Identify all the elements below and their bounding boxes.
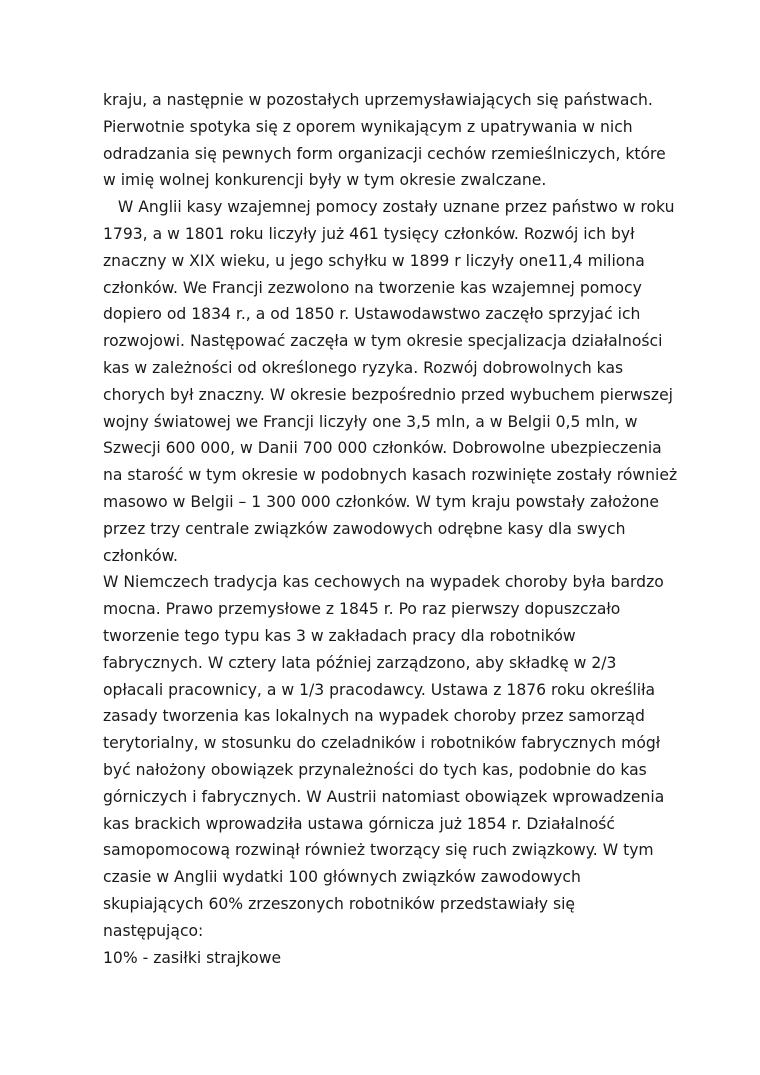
text-line: być nałożony obowiązek przynależności do tych kas, podobnie do kas <box>103 760 647 779</box>
body-text <box>103 87 693 971</box>
text-line: mocna. Prawo przemysłowe z 1845 r. Po raz pierwszy dopuszczało <box>103 600 621 619</box>
text-line: przez trzy centrale związków zawodowych odrębne kasy dla swych <box>103 519 626 538</box>
text-line: masowo w Belgii – 1 300 000 członków. W tym kraju powstały założone <box>103 492 660 511</box>
text-line: członków. We Francji zezwolono na tworzenie kas wzajemnej pomocy <box>103 278 642 297</box>
text-line: terytorialny, w stosunku do czeladników i robotników fabrycznych mógł <box>103 734 661 753</box>
text-line: rozwojowi. Następować zaczęła w tym okresie specjalizacja działalności <box>103 332 663 351</box>
text-line: Pierwotnie spotyka się z oporem wynikającym z upatrywania w nich <box>103 117 633 136</box>
text-line: opłacali pracownicy, a w 1/3 pracodawcy. Ustawa z 1876 roku określiła <box>103 680 656 699</box>
text-line: na starość w tym okresie w podobnych kasach rozwinięte zostały również <box>103 466 678 485</box>
text-line: kraju, a następnie w pozostałych uprzemysławiających się państwach. <box>103 91 653 109</box>
text-line: członków. <box>103 546 178 565</box>
text-line: znaczny w XIX wieku, u jego schyłku w 1899 r liczyły one11,4 miliona <box>103 251 645 270</box>
text-line: zasady tworzenia kas lokalnych na wypadek choroby przez samorząd <box>103 707 645 726</box>
text-line: Szwecji 600 000, w Danii 700 000 członków. Dobrowolne ubezpieczenia <box>103 439 662 458</box>
text-line: górniczych i fabrycznych. W Austrii natomiast obowiązek wprowadzenia <box>103 787 665 806</box>
text-line: fabrycznych. W cztery lata później zarządzono, aby składkę w 2/3 <box>103 653 617 672</box>
text-line: kas brackich wprowadziła ustawa górnicza już 1854 r. Działalność <box>103 814 615 833</box>
text-line: następująco: <box>103 921 204 940</box>
text-line: odradzania się pewnych form organizacji cechów rzemieślniczych, które <box>103 144 666 163</box>
text-line: kas w zależności od określonego ryzyka. Rozwój dobrowolnych kas <box>103 358 624 377</box>
text-line: 1793, a w 1801 roku liczyły już 461 tysięcy członków. Rozwój ich był <box>103 224 635 243</box>
text-line: skupiających 60% zrzeszonych robotników przedstawiały się <box>103 894 576 913</box>
text-line: w imię wolnej konkurencji były w tym okresie zwalczane. <box>103 171 547 190</box>
text-line: W Anglii kasy wzajemnej pomocy zostały uznane przez państwo w roku <box>103 198 675 217</box>
text-line: samopomocową rozwinął również tworzący się ruch związkowy. W tym <box>103 841 654 860</box>
text-line: W Niemczech tradycja kas cechowych na wypadek choroby była bardzo <box>103 573 664 592</box>
text-line: chorych był znaczny. W okresie bezpośrednio przed wybuchem pierwszej <box>103 385 674 404</box>
text-line: 10% - zasiłki strajkowe <box>103 948 282 967</box>
text-line: wojny światowej we Francji liczyły one 3,5 mln, a w Belgii 0,5 mln, w <box>103 412 638 431</box>
text-line: czasie w Anglii wydatki 100 głównych związków zawodowych <box>103 868 581 887</box>
text-line: dopiero od 1834 r., a od 1850 r. Ustawodawstwo zaczęło sprzyjać ich <box>103 305 641 324</box>
text-line: tworzenie tego typu kas 3 w zakładach pracy dla robotników <box>103 626 576 645</box>
